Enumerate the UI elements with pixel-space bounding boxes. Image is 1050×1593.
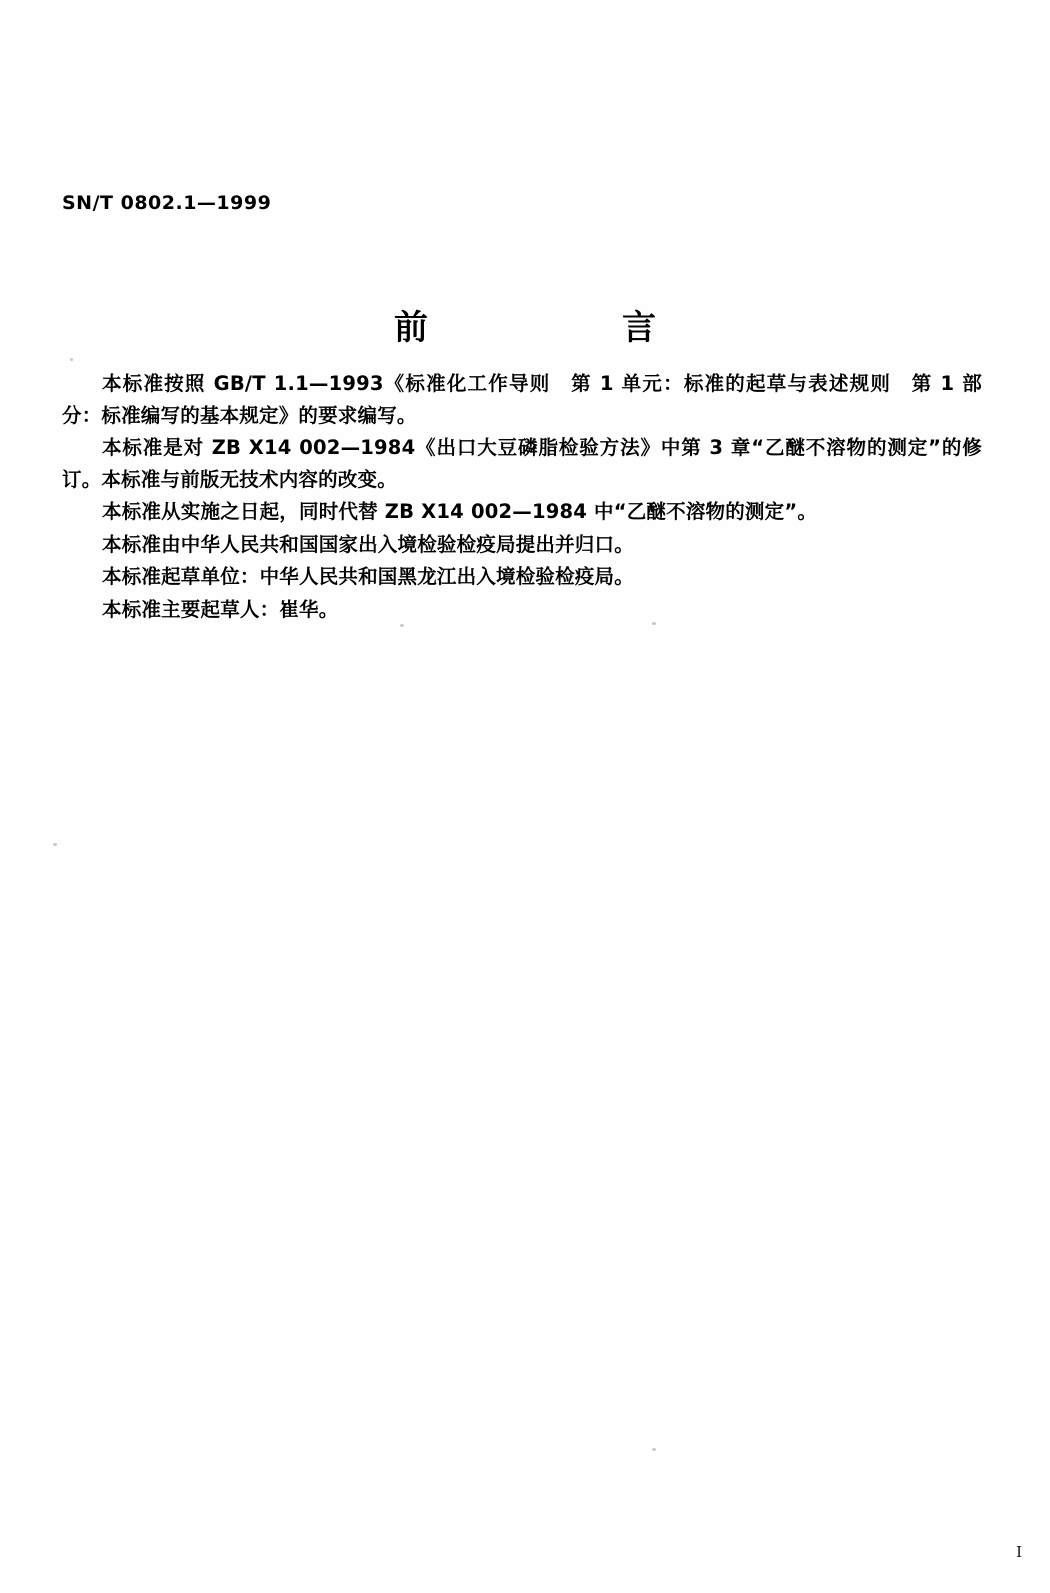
page-number: Ⅰ: [1016, 1543, 1022, 1561]
paragraph: 本标准是对 ZB X14 002—1984《出口大豆磷脂检验方法》中第 3 章“乙醚不溶物的测定”的修订。本标准与前版无技术内容的改变。: [62, 436, 982, 491]
paragraph: 本标准从实施之日起，同时代替 ZB X14 002—1984 中“乙醚不溶物的测定”。: [102, 500, 818, 523]
standard-number: SN/T 0802.1—1999: [62, 192, 272, 214]
scan-speck: [53, 843, 57, 846]
scan-speck: [652, 622, 656, 625]
paragraph: 本标准主要起草人：崔华。: [102, 597, 339, 621]
paragraph: 本标准按照 GB/T 1.1—1993《标准化工作导则 第 1 单元：标准的起草与表述规则 第 1 部分：标准编写的基本规定》的要求编写。: [62, 372, 982, 427]
paragraph: 本标准由中华人民共和国国家出入境检验检疫局提出并归口。: [102, 532, 634, 556]
scan-speck: [70, 358, 73, 361]
page-title: 前 言: [394, 308, 698, 348]
paragraph: 本标准起草单位：中华人民共和国黑龙江出入境检验检疫局。: [102, 565, 634, 588]
scan-speck: [652, 1448, 656, 1451]
scan-speck: [400, 624, 404, 627]
foreword-body: [62, 368, 982, 626]
